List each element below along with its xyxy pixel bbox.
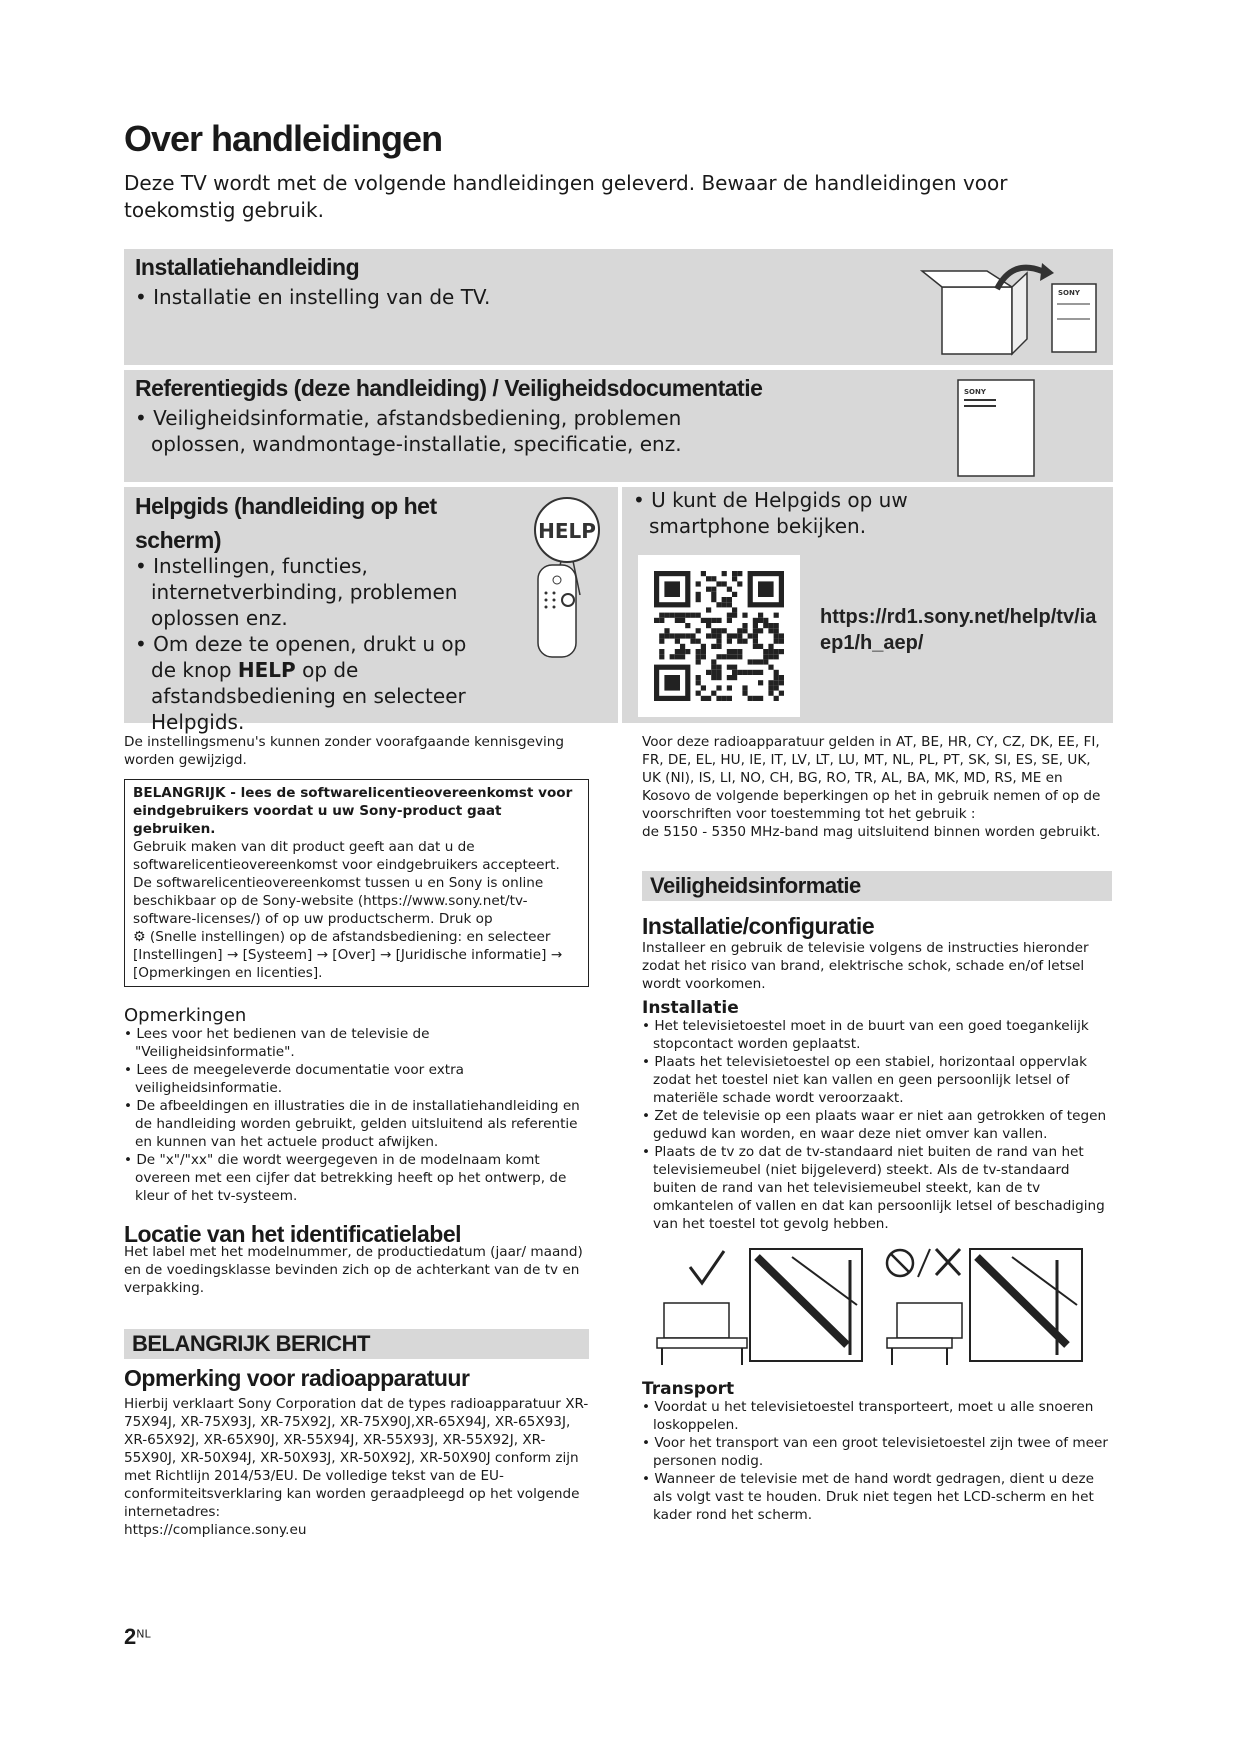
list-item: • Plaats de tv zo dat de tv-standaard niet buiten de rand van het televisiemeubel (niet bijgeleverd) steekt. Als de tv-standaard buiten de rand van het televisiemeubel steekt, kan de tv omkantelen of vallen en dat kan persoonlijk letsel of beschadiging van het toestel tot gevolg hebben.: [642, 1144, 1105, 1232]
manual-help-box: [124, 487, 618, 734]
license-notice-body-3: ⚙ (Snelle instellingen) op de afstandsbediening: en selecteer [Instellingen] → [Systeem] → [Over] → [Juridische informatie] → [Opmerkingen en licenties].: [133, 929, 563, 981]
license-notice-body-1: Gebruik maken van dit product geeft aan dat u de softwarelicentieovereenkomst voor eindgebruikers accepteert.: [133, 839, 560, 873]
svg-text:HELP: HELP: [538, 519, 596, 543]
qr-code[interactable]: [638, 555, 800, 717]
label-text: Het label met het modelnummer, de productiedatum (jaar/ maand) en de voedingsklasse bevinden zich op de achterkant van de tv en verpakking.: [124, 1244, 583, 1296]
manual-smartphone-box: [622, 487, 1113, 723]
help-url[interactable]: https://rd1.sony.net/help/tv/iaep1/h_aep/: [820, 606, 1097, 654]
install-config-heading: Installatie/configuratie: [642, 913, 875, 939]
label-heading: Locatie van het identificatielabel: [124, 1221, 462, 1247]
qr-code-image: [638, 555, 800, 717]
remarks-list: [124, 1025, 589, 1205]
manual-reference-box: [124, 370, 1113, 482]
list-item: • Zet de televisie op een plaats waar er niet aan getrokken of tegen geduwd kan worden, en waar deze niet omver kan vallen.: [642, 1108, 1107, 1142]
important-bar: BELANGRIJK BERICHT: [124, 1329, 589, 1359]
svg-text:SONY: SONY: [1058, 289, 1080, 297]
right-column: [642, 733, 1112, 1524]
compliance-url[interactable]: https://compliance.sony.eu: [124, 1522, 307, 1538]
page-number: $2^{NL}$: [124, 1624, 151, 1649]
settings-note: De instellingsmenu's kunnen zonder voorafgaande kennisgeving worden gewijzigd.: [124, 734, 565, 768]
radio-text: Hierbij verklaart Sony Corporation dat de types radioapparatuur XR-75X94J, XR-75X93J, XR-75X92J, XR-75X90J,XR-65X94J, XR-65X93J, XR-65X92J, XR-65X90J, XR-55X94J, XR-55X93J, XR-55X92J, XR-55X90J, XR-50X94J, XR-50X93J, XR-50X92J, XR-50X90J conform zijn met Richtlijn 2014/53/EU. De volledige tekst van de EU-conformiteitsverklaring kan worden geraadpleegd op het volgende internetadres:: [124, 1396, 589, 1520]
tv-stand-illustration: [652, 1245, 1102, 1370]
manual-help-bullets: [135, 553, 480, 735]
manual-install-box: [124, 249, 1113, 365]
list-item: • Voordat u het televisietoestel transporteert, moet u alle snoeren loskoppelen.: [642, 1399, 1094, 1433]
transport-heading: Transport: [642, 1379, 735, 1399]
license-notice: [124, 779, 589, 987]
list-item: • Lees voor het bedienen van de televisie de "Veiligheidsinformatie".: [124, 1026, 430, 1060]
document-icon: [956, 378, 1038, 478]
list-item: • De "x"/"xx" die wordt weergegeven in de modelnaam komt overeen met een cijfer dat betrekking heeft op het ontwerp, de kleur of het tv-systeem.: [124, 1152, 567, 1204]
manual-reference-title: Referentiegids (deze handleiding) / Veiligheidsdocumentatie: [135, 375, 763, 401]
checkmark-icon: [690, 1251, 724, 1283]
license-notice-body-2: De softwarelicentieovereenkomst tussen u en Sony is online beschikbaar op de Sony-website (https://www.sony.net/tv-software-licenses/) of op uw productscherm. Druk op: [133, 875, 544, 927]
list-item: • Het televisietoestel moet in de buurt van een goed toegankelijk stopcontact worden geplaatst.: [642, 1018, 1089, 1052]
install-config-text: Installeer en gebruik de televisie volgens de instructies hieronder zodat het risico van brand, elektrische schok, schade en/of letsel wordt voorkomen.: [642, 940, 1089, 992]
transport-list: [642, 1398, 1112, 1524]
intro-text: Deze TV wordt met de volgende handleidingen geleverd. Bewaar de handleidingen voor toekomstig gebruik.: [124, 171, 1008, 222]
list-item: • Voor het transport van een groot televisietoestel zijn twee of meer personen nodig.: [642, 1435, 1108, 1469]
box-manual-icon: [902, 259, 1102, 359]
installatie-list: [642, 1017, 1112, 1233]
page-title: Over handleidingen: [124, 118, 443, 159]
manual-reference-bullet: • Veiligheidsinformatie, afstandsbediening, problemen oplossen, wandmontage-installatie, specificatie, enz.: [135, 406, 682, 456]
manual-install-bullet: • Installatie en instelling van de TV.: [135, 285, 491, 309]
license-notice-heading: BELANGRIJK - lees de softwarelicentieovereenkomst voor eindgebruikers voordat u uw Sony-product gaat gebruiken.: [133, 785, 573, 837]
help-bullet-1: • Instellingen, functies, internetverbinding, problemen oplossen enz.: [135, 554, 458, 630]
installatie-heading: Installatie: [642, 998, 739, 1018]
svg-text:SONY: SONY: [964, 388, 986, 396]
cross-icon: [936, 1249, 960, 1275]
radio-heading: Opmerking voor radioapparatuur: [124, 1365, 470, 1391]
help-bullet-2: • Om deze te openen, drukt u op de knop HELP op de afstandsbediening en selecteer Helpgids.: [135, 632, 467, 734]
list-item: • De afbeeldingen en illustraties die in de installatiehandleiding en de handleiding worden gebruikt, gelden uitsluitend als referentie en kunnen van het actuele product afwijken.: [124, 1098, 580, 1150]
list-item: • Lees de meegeleverde documentatie voor extra veiligheidsinformatie.: [124, 1062, 465, 1096]
prohibited-icon: [887, 1250, 913, 1276]
manual-help-title: Helpgids (handleiding op het scherm): [135, 493, 437, 553]
smartphone-bullet: • U kunt de Helpgids op uw smartphone bekijken.: [633, 488, 908, 538]
left-column: [124, 733, 589, 1539]
manual-install-title: Installatiehandleiding: [135, 254, 360, 280]
radio-restrictions: Voor deze radioapparatuur gelden in AT, BE, HR, CY, CZ, DK, EE, FI, FR, DE, EL, HU, IE, IT, LV, LT, LU, MT, NL, PL, PT, SK, SI, ES, SE, UK, UK (NI), IS, LI, NO, CH, BG, RO, TR, AL, BA, MK, MD, RS, ME en Kosovo de volgende beperkingen op het in gebruik nemen of op de voorschriften voor toestemming tot het gebruik :: [642, 734, 1101, 822]
list-item: • Plaats het televisietoestel op een stabiel, horizontaal oppervlak zodat het toestel niet kan vallen en geen persoonlijk letsel of materiële schade wordt veroorzaakt.: [642, 1054, 1087, 1106]
remote-help-icon: [526, 495, 611, 660]
list-item: • Wanneer de televisie met de hand wordt gedragen, dient u deze als volgt vast te houden. Druk niet tegen het LCD-scherm en het kader rond het scherm.: [642, 1471, 1095, 1523]
safety-bar: Veiligheidsinformatie: [642, 871, 1112, 901]
radio-band: de 5150 - 5350 MHz-band mag uitsluitend binnen worden gebruikt.: [642, 824, 1101, 840]
remarks-heading: Opmerkingen: [124, 1005, 247, 1026]
gear-icon: ⚙: [133, 929, 146, 945]
